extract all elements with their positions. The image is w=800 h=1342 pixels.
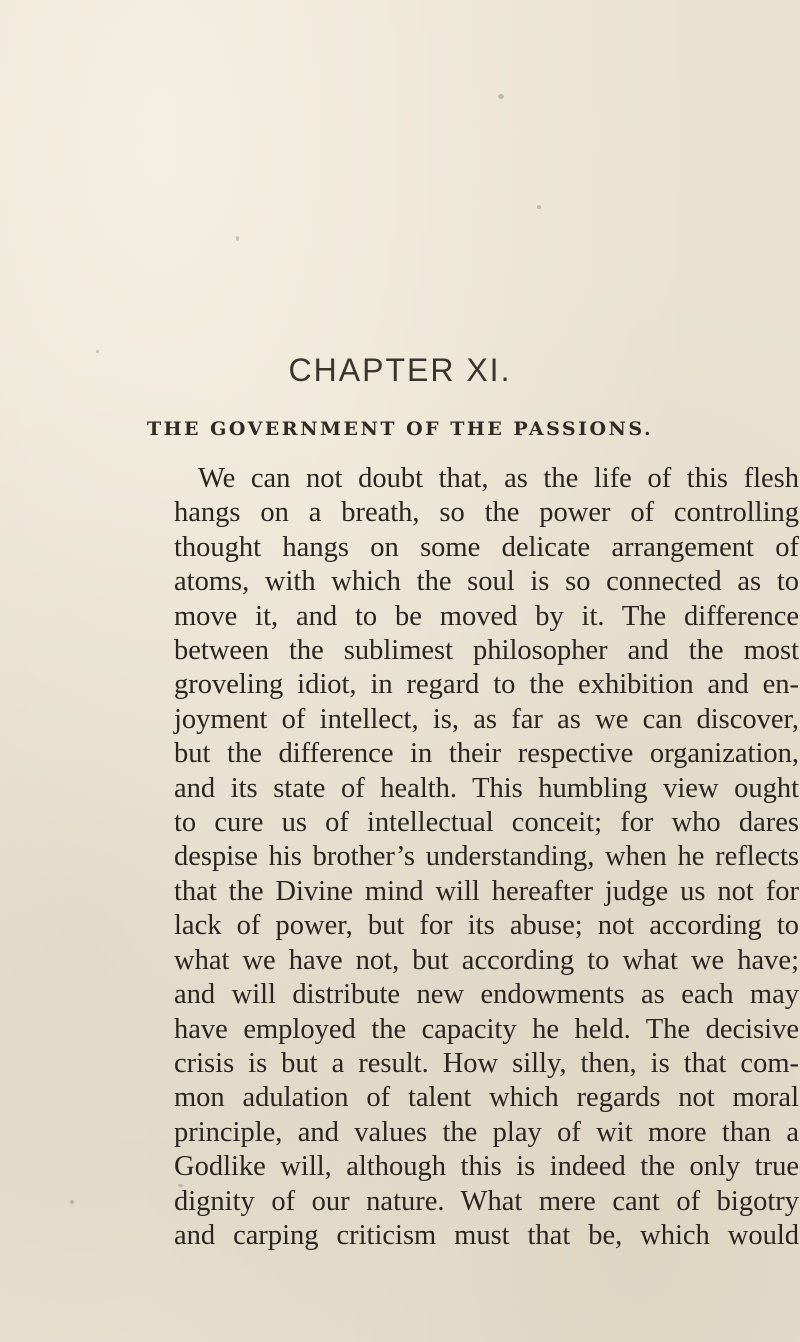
- text-line: what we have not, but according to what we have;: [174, 944, 799, 976]
- text-line: to cure us of intellectual conceit; for who dares: [174, 807, 799, 839]
- text-line: have employed the capacity he held. The decisive: [174, 1013, 799, 1045]
- text-line: between the sublimest philosopher and the most: [174, 635, 799, 667]
- text-line: and its state of health. This humbling view ought: [174, 772, 799, 804]
- text-line: and carping criticism must that be, which would: [174, 1219, 799, 1251]
- text-line: atoms, with which the soul is so connected as to: [174, 566, 799, 598]
- text-line: that the Divine mind will hereafter judge us not for: [174, 875, 799, 907]
- text-line: crisis is but a result. How silly, then, is that com-: [174, 1047, 799, 1079]
- text-line: thought hangs on some delicate arrangement of: [174, 531, 799, 563]
- body-paragraph: [174, 462, 799, 1253]
- paper-speck: [498, 94, 504, 99]
- text-line: We can not doubt that, as the life of this flesh: [198, 463, 799, 494]
- chapter-heading: CHAPTER XI.: [288, 352, 512, 388]
- text-line: joyment of intellect, is, as far as we can discover,: [174, 703, 799, 735]
- text-line: principle, and values the play of wit more than a: [174, 1116, 799, 1148]
- text-line: hangs on a breath, so the power of controlling: [174, 497, 799, 529]
- text-line: but the difference in their respective organization,: [174, 738, 799, 770]
- text-line: lack of power, but for its abuse; not according to: [174, 910, 799, 942]
- text-line: dignity of our nature. What mere cant of bigotry: [174, 1185, 799, 1217]
- text-line: mon adulation of talent which regards not moral: [174, 1082, 799, 1114]
- paper-speck: [537, 205, 541, 209]
- paper-speck: [70, 1200, 74, 1204]
- text-line: Godlike will, although this is indeed the only true: [174, 1151, 799, 1183]
- section-title: THE GOVERNMENT OF THE PASSIONS.: [146, 418, 654, 440]
- text-line: move it, and to be moved by it. The difference: [174, 600, 799, 632]
- text-line: groveling idiot, in regard to the exhibition and en-: [174, 669, 799, 701]
- paper-speck: [236, 236, 239, 241]
- text-line: and will distribute new endowments as each may: [174, 979, 799, 1011]
- text-line: despise his brother’s understanding, when he reflects: [174, 841, 799, 873]
